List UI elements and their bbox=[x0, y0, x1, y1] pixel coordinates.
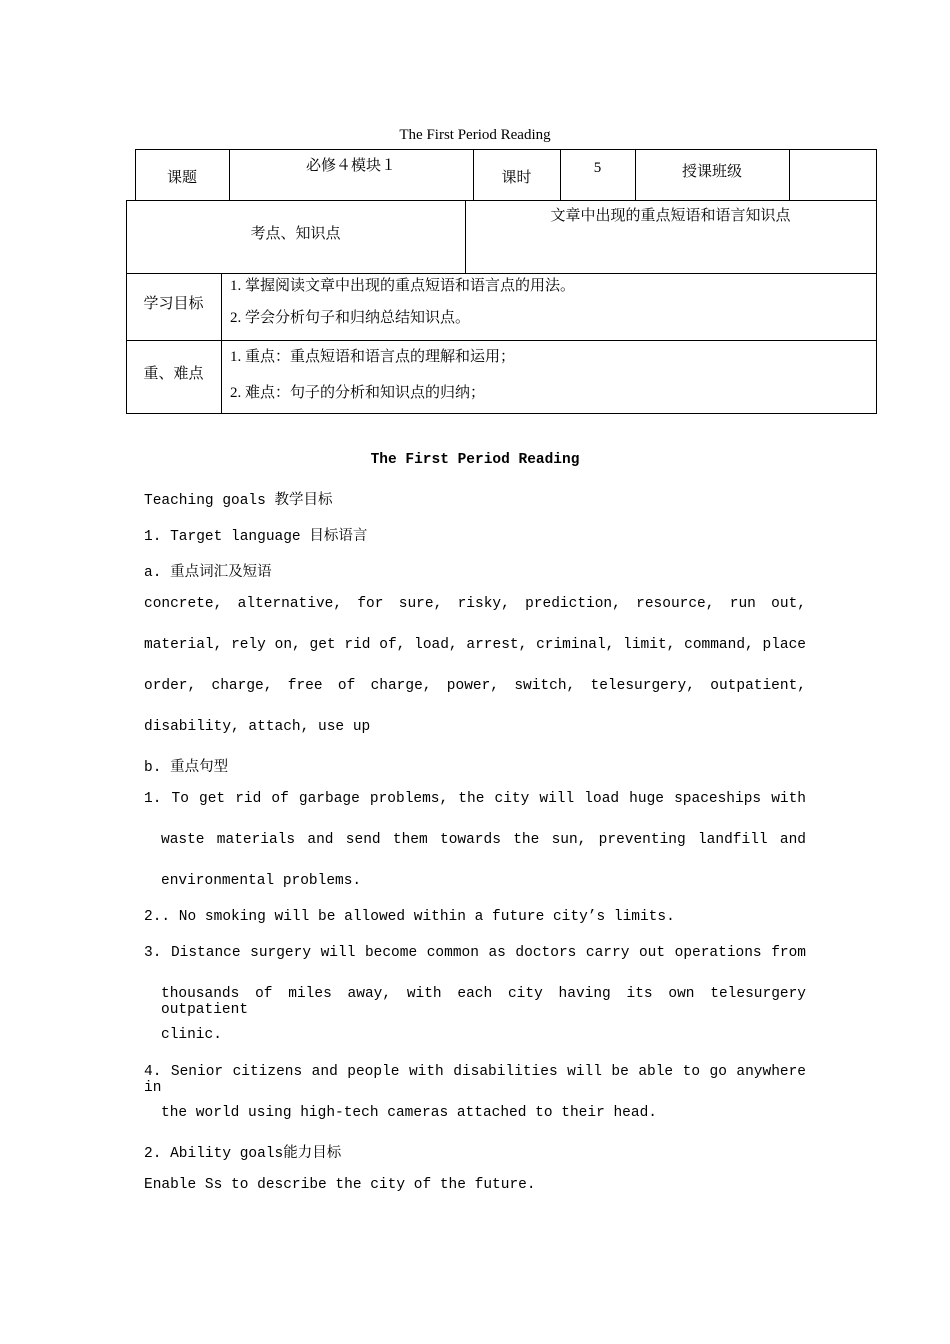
knowledge-value: 文章中出现的重点短语和语言知识点 bbox=[550, 208, 791, 224]
objectives-label: 学习目标 bbox=[143, 296, 204, 312]
vocab-line: concrete, alternative, for sure, risky, prediction, resource, run out, bbox=[144, 596, 806, 612]
hours-value: 5 bbox=[593, 160, 602, 176]
key-point-item: 2. 难点：句子的分析和知识点的归纳； bbox=[230, 385, 486, 401]
target-language-heading: 1. Target language 目标语言 bbox=[144, 529, 368, 545]
hours-label: 课时 bbox=[501, 170, 532, 186]
vocab-line: order, charge, free of charge, power, switch, telesurgery, outpatient, bbox=[144, 678, 806, 694]
sentence-1-cont: environmental problems. bbox=[161, 873, 362, 889]
sentence-3-cont: clinic. bbox=[161, 1027, 222, 1043]
sentence-2: 2.. No smoking will be allowed within a future city’s limits. bbox=[144, 909, 675, 925]
table-border bbox=[876, 149, 877, 414]
sentence-heading: b. 重点句型 bbox=[144, 760, 229, 776]
sentence-1: 1. To get rid of garbage problems, the city will load huge spaceships with bbox=[144, 791, 806, 807]
sentence-1-cont: waste materials and send them towards the sun, preventing landfill and bbox=[161, 832, 806, 848]
key-points-label: 重、难点 bbox=[143, 366, 204, 382]
key-point-item: 1. 重点：重点短语和语言点的理解和运用； bbox=[230, 349, 516, 365]
course-label: 课题 bbox=[166, 170, 197, 186]
sentence-4: 4. Senior citizens and people with disabilities will be able to go anywhere in bbox=[144, 1064, 806, 1096]
teaching-goals-heading: Teaching goals 教学目标 bbox=[144, 493, 333, 509]
knowledge-label: 考点、知识点 bbox=[250, 226, 341, 242]
vocab-heading: a. 重点词汇及短语 bbox=[144, 565, 272, 581]
table-border bbox=[126, 413, 877, 414]
body-title: The First Period Reading bbox=[370, 452, 580, 468]
table-border bbox=[221, 273, 222, 414]
header-title: The First Period Reading bbox=[399, 127, 551, 143]
vocab-line: material, rely on, get rid of, load, arrest, criminal, limit, command, place bbox=[144, 637, 806, 653]
sentence-3: 3. Distance surgery will become common as doctors carry out operations from bbox=[144, 945, 806, 961]
class-label: 授课班级 bbox=[681, 164, 742, 180]
table-border bbox=[135, 149, 877, 150]
table-border bbox=[126, 340, 877, 341]
objective-item: 1. 掌握阅读文章中出现的重点短语和语言点的用法。 bbox=[230, 278, 576, 294]
vocab-line: disability, attach, use up bbox=[144, 719, 371, 735]
course-value: 必修４模块１ bbox=[305, 158, 396, 174]
ability-goals-text: Enable Ss to describe the city of the future. bbox=[144, 1177, 536, 1193]
table-border bbox=[126, 200, 877, 201]
sentence-4-cont: the world using high-tech cameras attached to their head. bbox=[161, 1105, 657, 1121]
objective-item: 2. 学会分析句子和归纳总结知识点。 bbox=[230, 310, 471, 326]
table-border bbox=[789, 149, 790, 200]
sentence-3-cont: thousands of miles away, with each city having its own telesurgery outpatient bbox=[161, 986, 806, 1018]
ability-goals-heading: 2. Ability goals能力目标 bbox=[144, 1146, 342, 1162]
